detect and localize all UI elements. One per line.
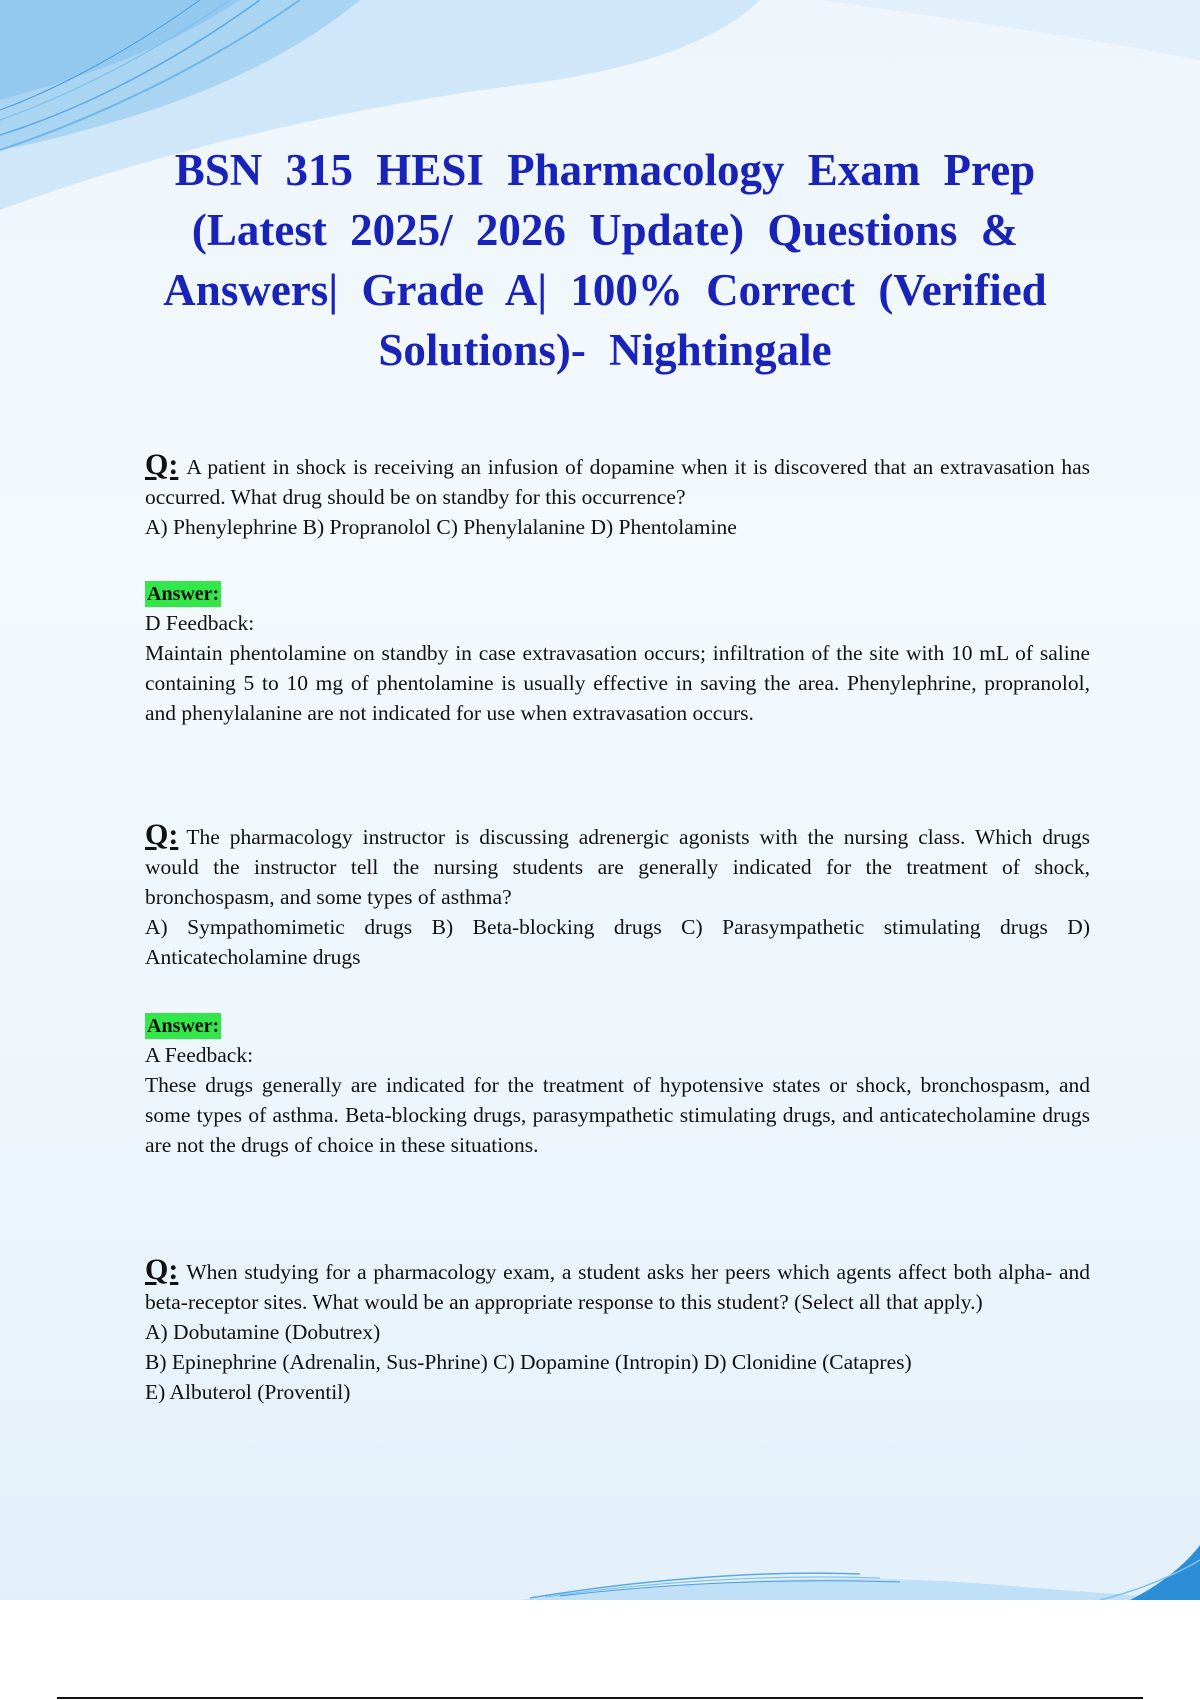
question-2-text: The pharmacology instructor is discussing adrenergic agonists with the nursing class. Which drugs would the instructor tell the nursing students are generally indicated for the treatment of shock, bronchospasm, and some types of asthma? — [145, 825, 1090, 909]
answer-1-feedback: Maintain phentolamine on standby in case extravasation occurs; infiltration of the site with 10 mL of saline containing 5 to 10 mg of phentolamine is usually effective in saving the area. Phenylephrine, propranolol, and phenylalanine are not indicated for use when extravasation occurs. — [145, 641, 1090, 725]
question-3-option-e: E) Albuterol (Proventil) — [145, 1380, 351, 1404]
question-3-stem — [145, 1255, 1090, 1317]
question-label: Q: — [145, 1253, 179, 1286]
answer-2-line: A Feedback: — [145, 1043, 254, 1067]
answer-label: Answer: — [147, 1015, 220, 1037]
question-1-stem — [145, 450, 1090, 512]
question-3 — [145, 1255, 1090, 1407]
answer-1 — [145, 578, 1090, 728]
answer-2 — [145, 1010, 1090, 1160]
footer-divider — [57, 1697, 1143, 1699]
answer-1-line: D Feedback: — [145, 611, 255, 635]
question-1 — [145, 450, 1090, 542]
document-title: BSN 315 HESI Pharmacology Exam Prep (Latest 2025/ 2026 Update) Questions & Answers| Grade A| 100% Correct (Verified Solutions)- Nightingale — [163, 145, 1047, 375]
question-1-text: A patient in shock is receiving an infusion of dopamine when it is discovered that an extravasation has occurred. What drug should be on standby for this occurrence? — [145, 455, 1090, 509]
question-1-options: A) Phenylephrine B) Propranolol C) Phenylalanine D) Phentolamine — [145, 515, 737, 539]
question-label: Q: — [145, 448, 179, 481]
question-2 — [145, 820, 1090, 972]
question-2-options: A) Sympathomimetic drugs B) Beta-blocking drugs C) Parasympathetic stimulating drugs D) Anticatecholamine drugs — [145, 915, 1090, 969]
question-2-stem — [145, 820, 1090, 912]
question-3-text: When studying for a pharmacology exam, a student asks her peers which agents affect both alpha- and beta-receptor sites. What would be an appropriate response to this student? (Select all that apply.) — [145, 1260, 1090, 1314]
answer-2-feedback: These drugs generally are indicated for the treatment of hypotensive states or shock, bronchospasm, and some types of asthma. Beta-blocking drugs, parasympathetic stimulating drugs, and anticatecholamine drugs are not the drugs of choice in these situations. — [145, 1073, 1090, 1157]
answer-label: Answer: — [147, 583, 220, 605]
question-label: Q: — [145, 818, 179, 851]
question-3-option-b-d: B) Epinephrine (Adrenalin, Sus-Phrine) C) Dopamine (Intropin) D) Clonidine (Catapres) — [145, 1350, 912, 1374]
question-3-option-a: A) Dobutamine (Dobutrex) — [145, 1320, 381, 1344]
